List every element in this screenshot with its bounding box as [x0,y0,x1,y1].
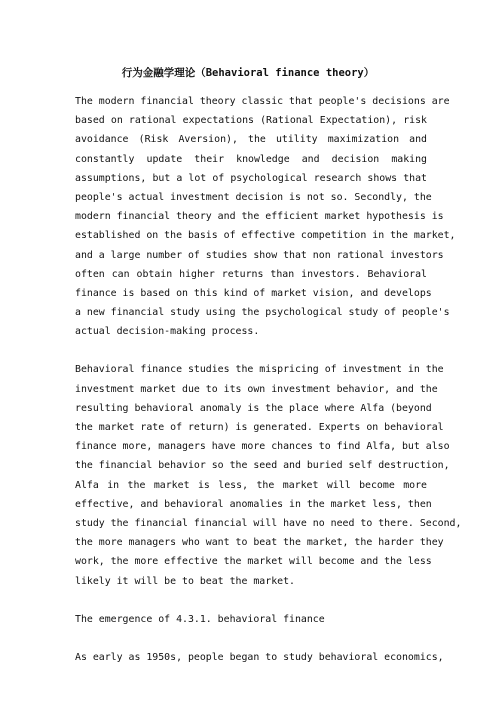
paragraph-2 [75,360,462,590]
paragraph-line: likely it will be to beat the market. [75,575,295,587]
paragraph-line: As early as 1950s, people began to study behavioral economics, [75,651,444,663]
section-heading: The emergence of 4.3.1. behavioral finance [75,613,325,625]
document-body [75,92,462,686]
paragraph-line: assumptions, but a lot of psychological research shows that [75,172,427,184]
paragraph-line: effective, and behavioral anomalies in the market less, then [75,498,432,510]
paragraph-line: investment market due to its own investment behavior, and the [75,383,438,395]
paragraph-line: resulting behavioral anomaly is the place where Alfa (beyond [75,402,432,414]
paragraph-line: a new financial study using the psychological study of people's [75,307,450,319]
paragraph-line: the financial behavior so the seed and buried self destruction, [75,460,450,472]
paragraph-1 [75,92,456,341]
paragraph-line: people's actual investment decision is not so. Secondly, the [75,191,432,203]
paragraph-line: The modern financial theory classic that people's decisions are [75,96,450,107]
paragraph-line: and a large number of studies show that non rational investors [75,249,444,261]
paragraph-line: Alfa in the market is less, the market will become more [75,479,427,491]
paragraph-line: avoidance (Risk Aversion), the utility maximization and [75,134,427,146]
document-title: 行为金融学理论（Behavioral finance theory） [121,67,375,79]
paragraph-4 [75,648,444,667]
paragraph-line: study the financial financial will have no need to there. Second, [75,517,462,529]
paragraph-line: finance more, managers have more chances to find Alfa, but also [75,441,450,453]
paragraph-line: modern financial theory and the efficient market hypothesis is [75,211,444,223]
paragraph-line: based on rational expectations (Rational Expectation), risk [75,115,427,127]
paragraph-line: finance is based on this kind of market vision, and develops [75,287,432,299]
paragraph-line: actual decision-making process. [75,326,260,338]
paragraph-line: Behavioral finance studies the mispricing of investment in the [75,364,444,376]
section-heading-paragraph [75,610,427,629]
paragraph-line: established on the basis of effective competition in the market, [75,230,456,242]
paragraph-line: work, the more effective the market will become and the less [75,556,432,568]
paragraph-line: the market rate of return) is generated. Experts on behavioral [75,422,444,433]
paragraph-line: constantly update their knowledge and decision making [75,153,427,165]
paragraph-line: the more managers who want to beat the market, the harder they [75,537,444,549]
paragraph-line: often can obtain higher returns than investors. Behavioral [75,268,427,280]
